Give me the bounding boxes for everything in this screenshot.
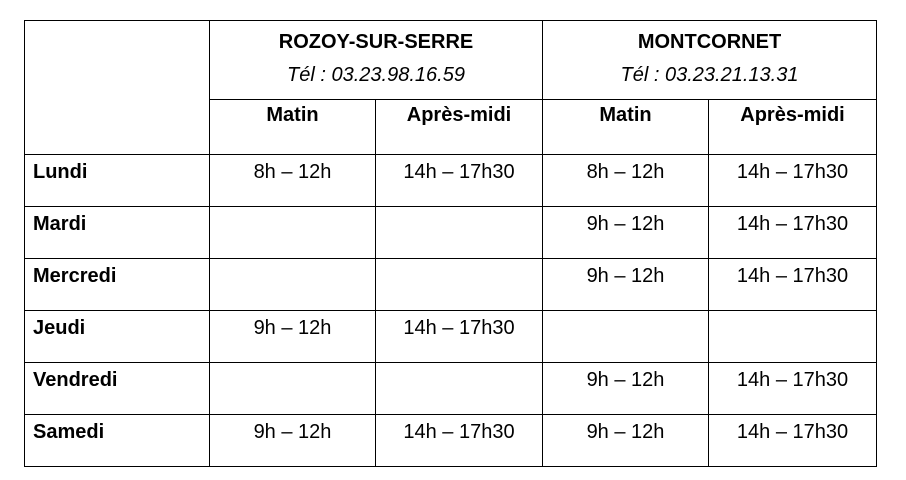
city-phone: Tél : 03.23.21.13.31 bbox=[620, 64, 799, 86]
city-name: ROZOY-SUR-SERRE bbox=[278, 31, 474, 53]
period-header: Matin bbox=[543, 100, 709, 155]
city-header-row bbox=[25, 21, 877, 100]
day-label: Samedi bbox=[25, 415, 210, 467]
day-label: Lundi bbox=[25, 155, 210, 207]
day-label: Mardi bbox=[25, 207, 210, 259]
time-slot: 9h – 12h bbox=[543, 363, 709, 415]
time-slot bbox=[210, 363, 376, 415]
city-name: MONTCORNET bbox=[637, 31, 782, 53]
time-slot: 14h – 17h30 bbox=[376, 415, 543, 467]
time-slot: 8h – 12h bbox=[210, 155, 376, 207]
time-slot: 9h – 12h bbox=[543, 207, 709, 259]
day-label: Vendredi bbox=[25, 363, 210, 415]
corner-cell bbox=[25, 21, 210, 155]
time-slot bbox=[709, 311, 877, 363]
time-slot: 14h – 17h30 bbox=[709, 259, 877, 311]
table-row bbox=[25, 155, 877, 207]
time-slot: 9h – 12h bbox=[543, 415, 709, 467]
time-slot: 14h – 17h30 bbox=[709, 415, 877, 467]
table-row bbox=[25, 311, 877, 363]
time-slot: 14h – 17h30 bbox=[376, 155, 543, 207]
time-slot: 9h – 12h bbox=[543, 259, 709, 311]
table-row bbox=[25, 415, 877, 467]
city-phone: Tél : 03.23.98.16.59 bbox=[287, 64, 465, 86]
time-slot bbox=[376, 363, 543, 415]
time-slot bbox=[210, 259, 376, 311]
opening-hours-table bbox=[24, 20, 877, 467]
time-slot: 14h – 17h30 bbox=[709, 363, 877, 415]
time-slot bbox=[210, 207, 376, 259]
table-row bbox=[25, 259, 877, 311]
time-slot: 14h – 17h30 bbox=[709, 155, 877, 207]
time-slot: 8h – 12h bbox=[543, 155, 709, 207]
period-header: Après-midi bbox=[376, 100, 543, 155]
time-slot bbox=[543, 311, 709, 363]
time-slot: 14h – 17h30 bbox=[376, 311, 543, 363]
day-label: Mercredi bbox=[25, 259, 210, 311]
time-slot bbox=[376, 259, 543, 311]
day-label: Jeudi bbox=[25, 311, 210, 363]
city-header-rozoy bbox=[210, 21, 543, 100]
period-header: Matin bbox=[210, 100, 376, 155]
time-slot: 9h – 12h bbox=[210, 311, 376, 363]
time-slot: 14h – 17h30 bbox=[709, 207, 877, 259]
table-row bbox=[25, 363, 877, 415]
time-slot bbox=[376, 207, 543, 259]
table-row bbox=[25, 207, 877, 259]
city-header-montcornet bbox=[543, 21, 877, 100]
time-slot: 9h – 12h bbox=[210, 415, 376, 467]
period-header: Après-midi bbox=[709, 100, 877, 155]
